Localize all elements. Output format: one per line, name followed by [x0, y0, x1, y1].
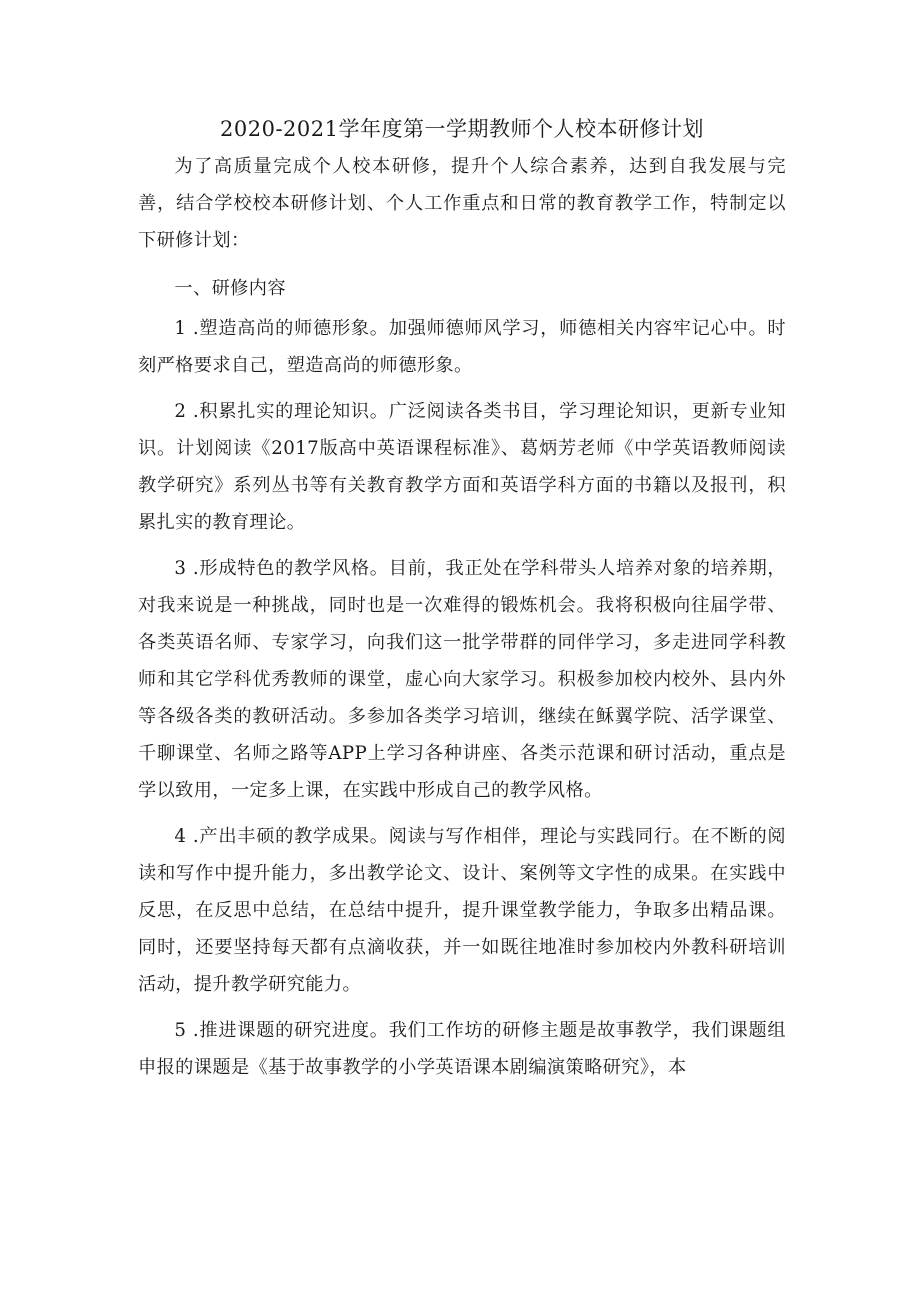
document-page: [138, 112, 786, 1086]
item-paragraph-4: 4 .产出丰硕的教学成果。阅读与写作相伴，理论与实践同行。在不断的阅读和写作中提升能力，多出教学论文、设计、案例等文字性的成果。在实践中反思，在反思中总结，在总结中提升，提升课堂教学能力，争取多出精品课。同时，还要坚持每天都有点滴收获，并一如既往地准时参加校内外教科研培训活动，提升教学研究能力。: [138, 826, 786, 995]
item-paragraph-5: 5 .推进课题的研究进度。我们工作坊的研修主题是故事教学，我们课题组申报的课题是《基于故事教学的小学英语课本剧编演策略研究》，本: [138, 1020, 786, 1078]
intro-paragraph: 为了高质量完成个人校本研修，提升个人综合素养，达到自我发展与完善，结合学校校本研修计划、个人工作重点和日常的教育教学工作，特制定以下研修计划：: [138, 156, 786, 251]
section-heading: 一、研修内容: [174, 278, 286, 299]
item-paragraph-3: 3 .形成特色的教学风格。目前，我正处在学科带头人培养对象的培养期，对我来说是一种挑战，同时也是一次难得的锻炼机会。我将积极向往届学带、各类英语名师、专家学习，向我们这一批学带群的同伴学习，多走进同学科教师和其它学科优秀教师的课堂，虚心向大家学习。积极参加校内校外、县内外等各级各类的教研活动。多参加各类学习培训，继续在稣翼学院、活学课堂、千聊课堂、名师之路等APP上学习各种讲座、各类示范课和研讨活动，重点是学以致用，一定多上课，在实践中形成自己的教学风格。: [138, 558, 786, 801]
item-paragraph-1: 1 .塑造高尚的师德形象。加强师德师风学习，师德相关内容牢记心中。时刻严格要求自己，塑造高尚的师德形象。: [138, 318, 786, 376]
document-title: 2020-2021学年度第一学期教师个人校本研修计划: [220, 117, 704, 141]
item-paragraph-2: 2 .积累扎实的理论知识。广泛阅读各类书目，学习理论知识，更新专业知识。计划阅读《2017版高中英语课程标准》、葛炳芳老师《中学英语教师阅读教学研究》系列丛书等有关教育教学方面和英语学科方面的书籍以及报刊，积累扎实的教育理论。: [138, 401, 786, 533]
